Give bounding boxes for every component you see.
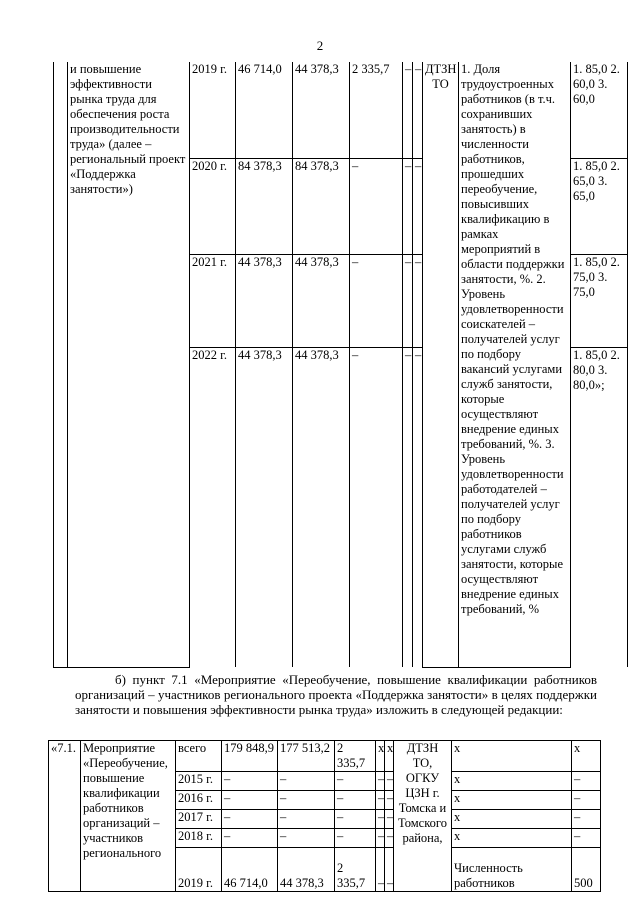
local-cell: –: [376, 829, 385, 848]
total-cell: 44 378,3: [236, 254, 293, 347]
values-cell: 1. 85,0 2. 65,0 3. 65,0: [571, 158, 628, 254]
values-cell: –: [572, 791, 601, 810]
total-cell: –: [222, 829, 278, 848]
federal-cell: 44 378,3: [278, 848, 335, 892]
regional-cell: –: [350, 347, 403, 667]
year-cell: 2017 г.: [176, 810, 222, 829]
local-cell: –: [376, 810, 385, 829]
regional-cell: –: [335, 810, 376, 829]
indicator-cell: x: [452, 791, 572, 810]
executor-cell: ДТЗН ТО, ОГКУ ЦЗН г. Томска и Томского района,: [394, 741, 452, 892]
indicator-cell: x: [452, 810, 572, 829]
other-cell: –: [385, 791, 394, 810]
other-cell: –: [413, 158, 423, 254]
total-cell: 84 378,3: [236, 158, 293, 254]
regional-cell: 2 335,7: [335, 741, 376, 772]
regional-cell: –: [335, 829, 376, 848]
federal-cell: –: [278, 829, 335, 848]
federal-cell: –: [278, 810, 335, 829]
total-cell: –: [222, 810, 278, 829]
regional-cell: –: [335, 772, 376, 791]
measure-name-cell: и повышение эффективности рынка труда для обеспечения роста производительности труда» (далее – региональный проект «Поддержка занятости»): [68, 62, 190, 667]
indicator-cell: x: [452, 772, 572, 791]
total-cell: –: [222, 772, 278, 791]
federal-cell: 84 378,3: [293, 158, 350, 254]
page-number: 2: [316, 38, 324, 53]
year-cell: 2019 г.: [176, 848, 222, 892]
year-cell: 2020 г.: [190, 158, 236, 254]
other-cell: –: [385, 810, 394, 829]
year-cell: всего: [176, 741, 222, 772]
total-cell: –: [222, 791, 278, 810]
federal-cell: –: [278, 772, 335, 791]
regional-cell: 2 335,7: [350, 62, 403, 158]
values-cell: 500: [572, 848, 601, 892]
other-cell: –: [413, 347, 423, 667]
federal-cell: 44 378,3: [293, 254, 350, 347]
year-cell: 2018 г.: [176, 829, 222, 848]
local-cell: –: [376, 848, 385, 892]
values-cell: –: [572, 772, 601, 791]
program-table-new-edition: [48, 740, 601, 892]
regional-cell: –: [350, 254, 403, 347]
total-cell: 46 714,0: [222, 848, 278, 892]
regional-cell: 2 335,7: [335, 848, 376, 892]
total-cell: 179 848,9: [222, 741, 278, 772]
other-cell: –: [385, 772, 394, 791]
regional-cell: –: [350, 158, 403, 254]
amendment-text: б) пункт 7.1 «Мероприятие «Переобучение, повышение квалификации работников организаций – участников регионального проекта «Поддержка занятости» в целях поддержки занятости и повышения эффективности рынка труда» изложить в следующей редакции:: [75, 672, 597, 717]
other-cell: –: [385, 848, 394, 892]
other-cell: –: [413, 254, 423, 347]
local-cell: –: [403, 158, 413, 254]
indicator-cell: 1. Доля трудоустроенных работников (в т.ч. сохранивших занятость) в численности работников, прошедших переобучение, повысивших квалификацию в рамках мероприятий в области поддержки занятости, %. 2. Уровень удовлетворенности соискателей – получателей услуг по подбору вакансий услугами служб занятости, которые осуществляют внедрение единых требований, %. 3. Уровень удовлетворенности работодателей – получателей услуг по подбору работников услугами служб занятости, которые осуществляют внедрение единых требований, %: [459, 62, 571, 667]
local-cell: –: [403, 347, 413, 667]
federal-cell: –: [278, 791, 335, 810]
year-cell: 2019 г.: [190, 62, 236, 158]
indicator-cell: Численность работников: [452, 848, 572, 892]
local-cell: –: [376, 772, 385, 791]
local-cell: –: [403, 62, 413, 158]
local-cell: x: [376, 741, 385, 772]
values-cell: 1. 85,0 2. 75,0 3. 75,0: [571, 254, 628, 347]
local-cell: –: [403, 254, 413, 347]
year-cell: 2016 г.: [176, 791, 222, 810]
amendment-paragraph: [75, 672, 597, 717]
executor-cell: ДТЗН ТО: [423, 62, 459, 667]
other-cell: x: [385, 741, 394, 772]
number-cell: «7.1.: [49, 741, 81, 892]
federal-cell: 44 378,3: [293, 62, 350, 158]
federal-cell: 177 513,2: [278, 741, 335, 772]
other-cell: –: [385, 829, 394, 848]
program-table-continued: [53, 62, 628, 668]
measure-name-cell: Мероприятие «Переобучение, повышение квалификации работников организаций – участников регионального: [81, 741, 176, 892]
values-cell: 1. 85,0 2. 80,0 3. 80,0»;: [571, 347, 628, 667]
values-cell: –: [572, 810, 601, 829]
other-cell: –: [413, 62, 423, 158]
year-cell: 2021 г.: [190, 254, 236, 347]
values-cell: x: [572, 741, 601, 772]
federal-cell: 44 378,3: [293, 347, 350, 667]
number-cell: [54, 62, 68, 667]
total-cell: 46 714,0: [236, 62, 293, 158]
values-cell: 1. 85,0 2. 60,0 3. 60,0: [571, 62, 628, 158]
local-cell: –: [376, 791, 385, 810]
year-cell: 2015 г.: [176, 772, 222, 791]
year-cell: 2022 г.: [190, 347, 236, 667]
indicator-cell: x: [452, 741, 572, 772]
total-cell: 44 378,3: [236, 347, 293, 667]
values-cell: –: [572, 829, 601, 848]
indicator-cell: x: [452, 829, 572, 848]
regional-cell: –: [335, 791, 376, 810]
